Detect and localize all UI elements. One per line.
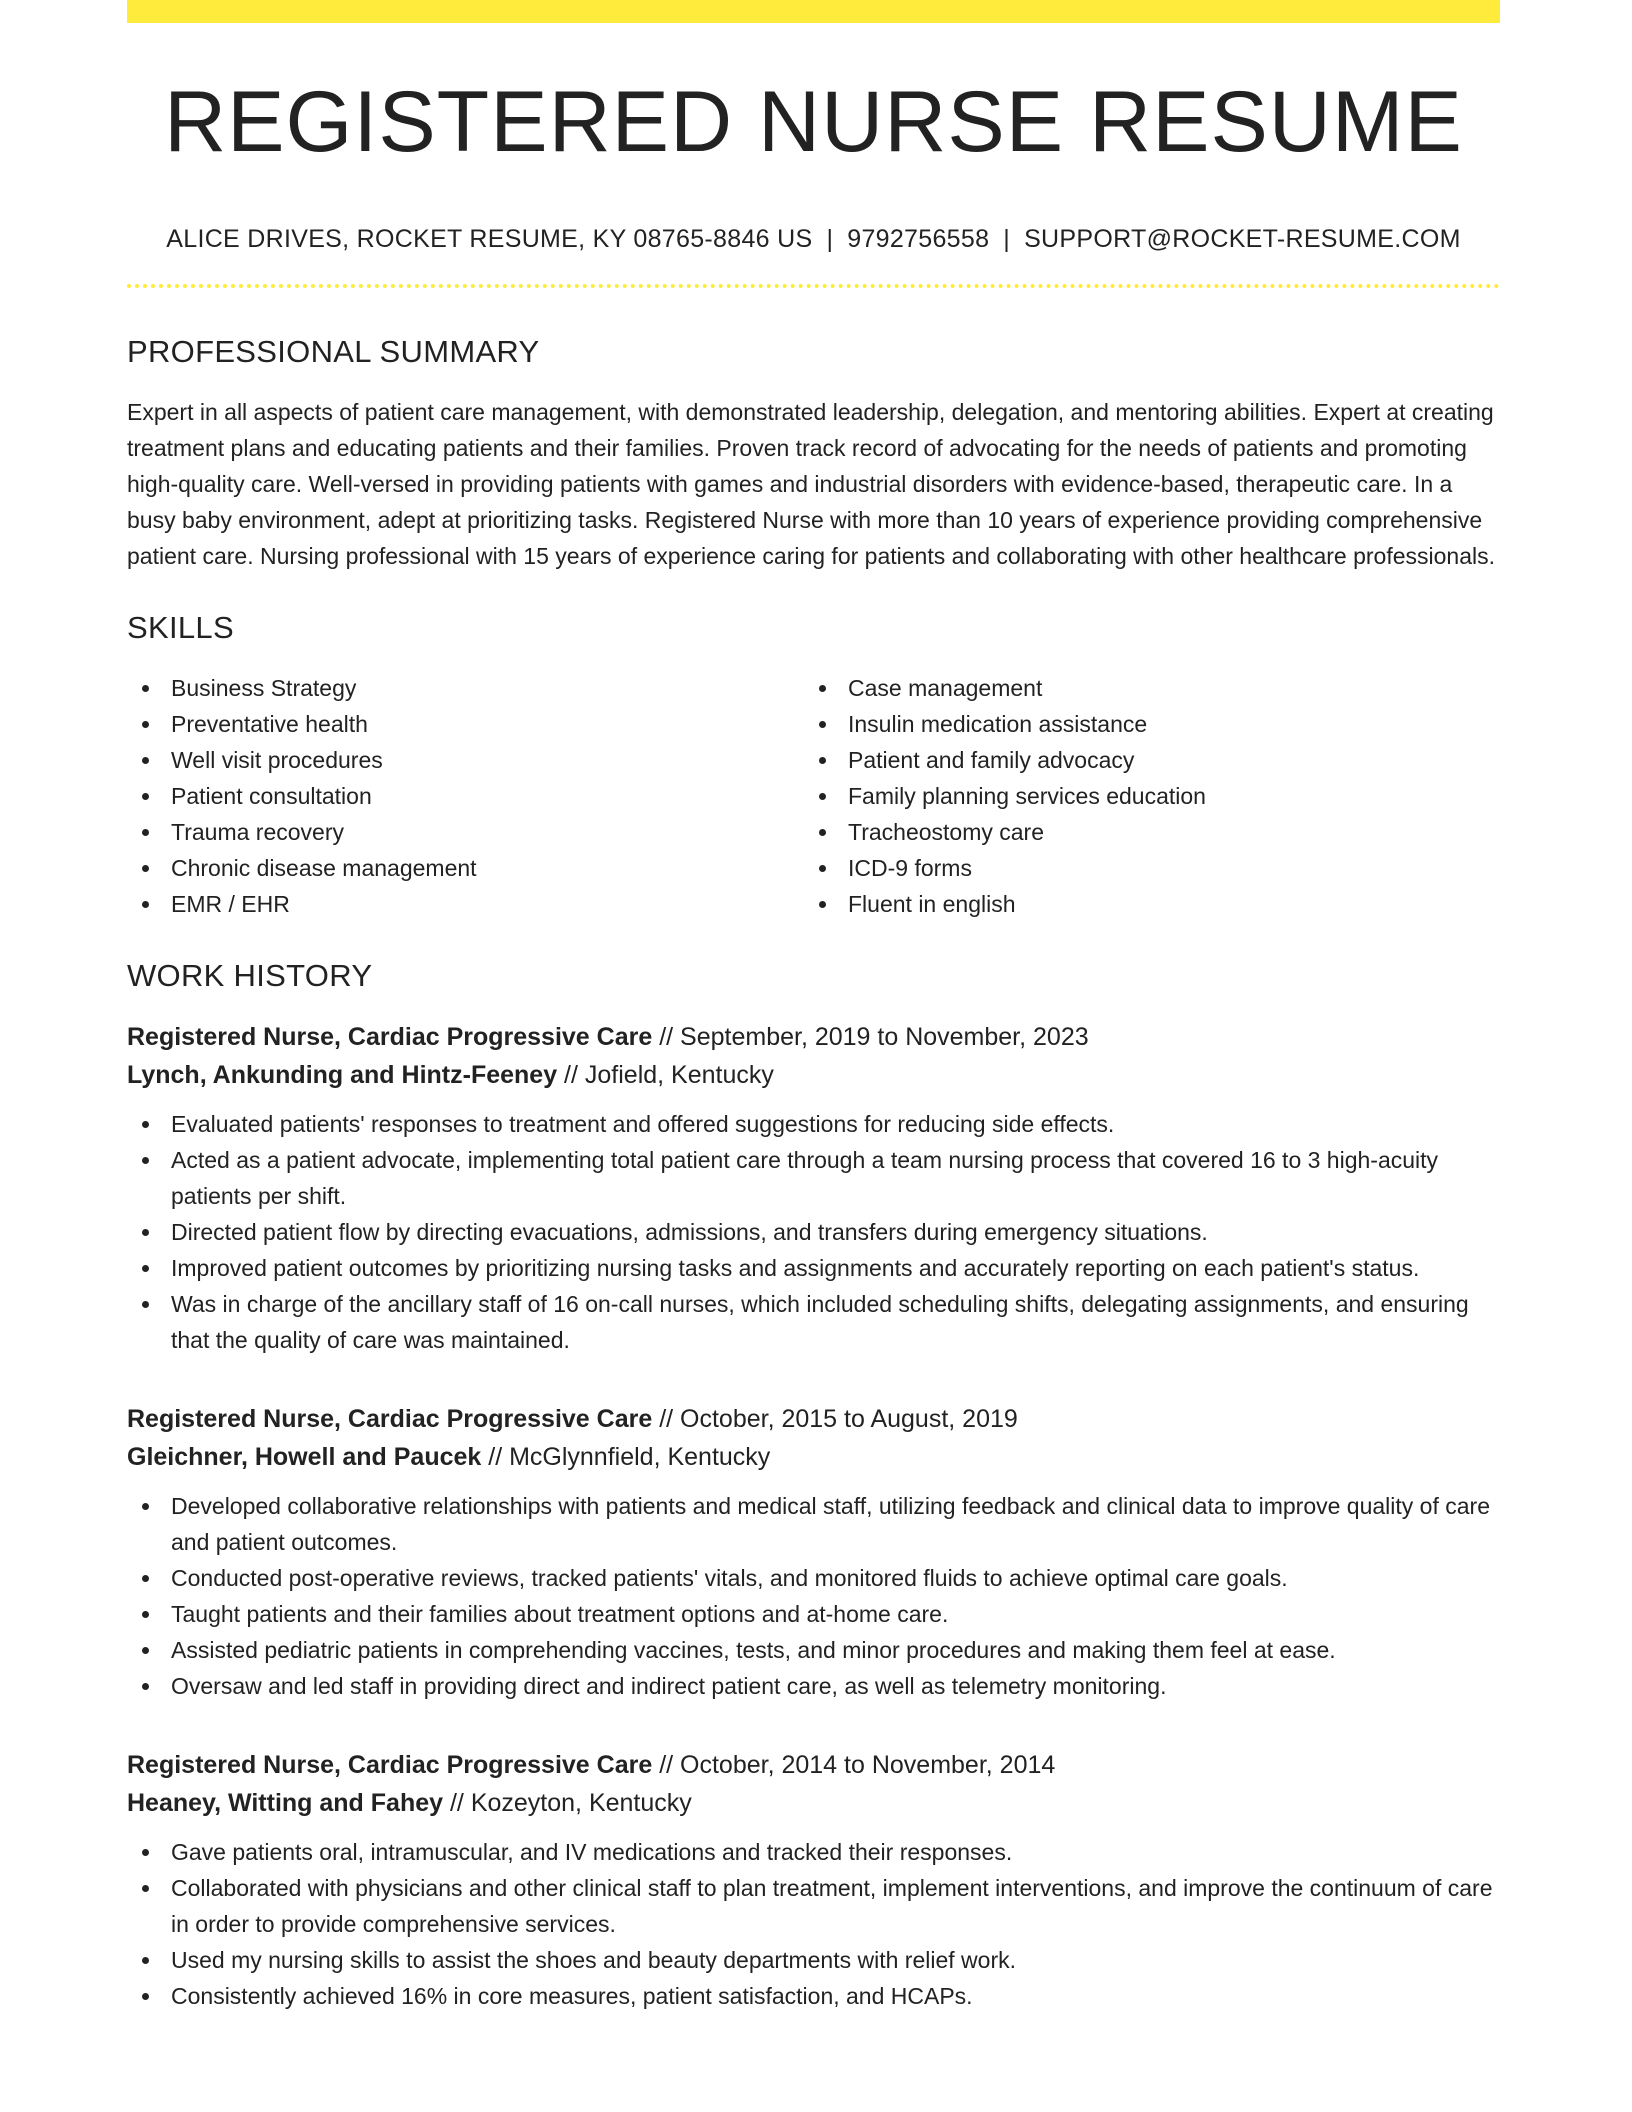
- job-entry: [127, 1746, 1500, 2014]
- job-position: Registered Nurse, Cardiac Progressive Care: [127, 1023, 653, 1051]
- job-position: Registered Nurse, Cardiac Progressive Care: [127, 1751, 653, 1779]
- job-bullet: Consistently achieved 16% in core measures, patient satisfaction, and HCAPs.: [127, 1978, 1500, 2014]
- job-position: Registered Nurse, Cardiac Progressive Care: [127, 1405, 653, 1433]
- job-dates: // September, 2019 to November, 2023: [652, 1023, 1089, 1051]
- summary-heading: PROFESSIONAL SUMMARY: [127, 334, 540, 369]
- job-bullet: Developed collaborative relationships with patients and medical staff, utilizing feedback and clinical data to improve quality of care and patient outcomes.: [127, 1488, 1500, 1560]
- contact-phone: 9792756558: [847, 225, 990, 253]
- resume-page: [127, 0, 1500, 2014]
- job-bullet: Acted as a patient advocate, implementing total patient care through a team nursing process that covered 16 to 3 high-acuity patients per shift.: [127, 1142, 1500, 1214]
- skill-item: Insulin medication assistance: [804, 706, 1481, 742]
- skill-item: Patient and family advocacy: [804, 742, 1481, 778]
- skill-item: Business Strategy: [127, 670, 804, 706]
- job-bullets: [127, 1106, 1500, 1358]
- skill-item: ICD-9 forms: [804, 850, 1481, 886]
- job-bullet: Assisted pediatric patients in comprehending vaccines, tests, and minor procedures and making them feel at ease.: [127, 1632, 1500, 1668]
- job-bullet: Directed patient flow by directing evacuations, admissions, and transfers during emergency situations.: [127, 1214, 1500, 1250]
- skill-item: Chronic disease management: [127, 850, 804, 886]
- job-location: // Kozeyton, Kentucky: [443, 1789, 692, 1817]
- contact-separator: |: [826, 225, 834, 253]
- job-bullet: Collaborated with physicians and other clinical staff to plan treatment, implement interventions, and improve the continuum of care in order to provide comprehensive services.: [127, 1870, 1500, 1942]
- job-bullet: Taught patients and their families about treatment options and at-home care.: [127, 1596, 1500, 1632]
- skill-item: Tracheostomy care: [804, 814, 1481, 850]
- contact-line: [127, 225, 1500, 254]
- header-divider: [127, 284, 1500, 288]
- skill-item: Preventative health: [127, 706, 804, 742]
- job-bullet: Improved patient outcomes by prioritizing nursing tasks and assignments and accurately reporting on each patient's status.: [127, 1250, 1500, 1286]
- job-company: Heaney, Witting and Fahey: [127, 1789, 444, 1817]
- job-bullet: Was in charge of the ancillary staff of 16 on-call nurses, which included scheduling shifts, delegating assignments, and ensuring that the quality of care was maintained.: [127, 1286, 1500, 1358]
- job-bullet: Used my nursing skills to assist the shoes and beauty departments with relief work.: [127, 1942, 1500, 1978]
- job-company-line: [127, 1056, 1500, 1094]
- job-entry: [127, 1400, 1500, 1704]
- job-dates: // October, 2014 to November, 2014: [652, 1751, 1056, 1779]
- skill-item: Trauma recovery: [127, 814, 804, 850]
- resume-title: REGISTERED NURSE RESUME: [164, 74, 1463, 170]
- skills-column-left: [127, 670, 804, 922]
- skills-heading: SKILLS: [127, 610, 234, 645]
- skill-item: Fluent in english: [804, 886, 1481, 922]
- skills-column-right: [804, 670, 1481, 922]
- skill-item: Well visit procedures: [127, 742, 804, 778]
- job-title-line: [127, 1400, 1500, 1438]
- job-location: // McGlynnfield, Kentucky: [481, 1443, 771, 1471]
- contact-address: ALICE DRIVES, ROCKET RESUME, KY 08765-8846 US: [166, 225, 813, 253]
- job-company-line: [127, 1438, 1500, 1476]
- job-location: // Jofield, Kentucky: [557, 1061, 774, 1089]
- job-bullet: Evaluated patients' responses to treatment and offered suggestions for reducing side effects.: [127, 1106, 1500, 1142]
- job-title-line: [127, 1746, 1500, 1784]
- skill-item: EMR / EHR: [127, 886, 804, 922]
- job-title-line: [127, 1018, 1500, 1056]
- job-dates: // October, 2015 to August, 2019: [652, 1405, 1018, 1433]
- job-bullet: Gave patients oral, intramuscular, and IV medications and tracked their responses.: [127, 1834, 1500, 1870]
- work-history-heading: WORK HISTORY: [127, 958, 373, 993]
- skill-item: Case management: [804, 670, 1481, 706]
- top-accent-bar: [127, 0, 1500, 23]
- job-bullet: Conducted post-operative reviews, tracked patients' vitals, and monitored fluids to achieve optimal care goals.: [127, 1560, 1500, 1596]
- job-bullets: [127, 1834, 1500, 2014]
- skill-item: Family planning services education: [804, 778, 1481, 814]
- contact-separator: |: [1003, 225, 1011, 253]
- contact-email: SUPPORT@ROCKET-RESUME.COM: [1024, 225, 1461, 253]
- job-entry: [127, 1018, 1500, 1358]
- job-company-line: [127, 1784, 1500, 1822]
- job-company: Lynch, Ankunding and Hintz-Feeney: [127, 1061, 558, 1089]
- skills-grid: [127, 670, 1500, 922]
- job-company: Gleichner, Howell and Paucek: [127, 1443, 482, 1471]
- job-bullets: [127, 1488, 1500, 1704]
- skill-item: Patient consultation: [127, 778, 804, 814]
- job-bullet: Oversaw and led staff in providing direct and indirect patient care, as well as telemetry monitoring.: [127, 1668, 1500, 1704]
- summary-text: Expert in all aspects of patient care management, with demonstrated leadership, delegation, and mentoring abilities. Expert at creating treatment plans and educating patients and their families. Proven track record of advocating for the needs of patients and promoting high-quality care. Well-versed in providing patients with games and industrial disorders with evidence-based, therapeutic care. In a busy baby environment, adept at prioritizing tasks. Registered Nurse with more than 10 years of experience providing comprehensive patient care. Nursing professional with 15 years of experience caring for patients and collaborating with other healthcare professionals.: [127, 399, 1495, 569]
